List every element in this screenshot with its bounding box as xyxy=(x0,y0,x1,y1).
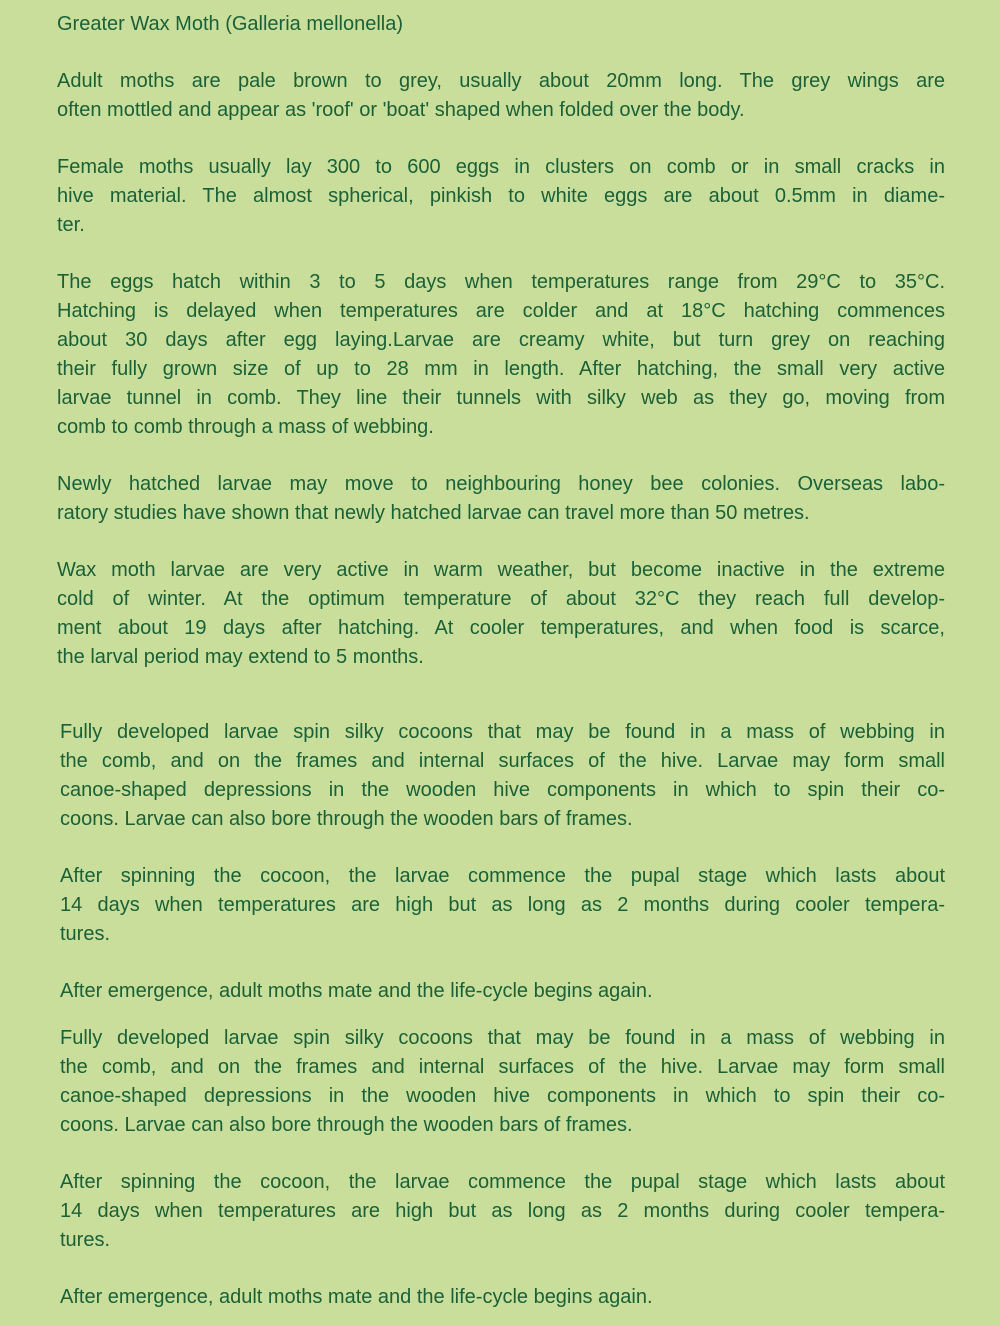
document-body xyxy=(57,10,945,1312)
text-line: The eggs hatch within 3 to 5 days when temperatures range from 29°C to 35°C. xyxy=(57,271,945,293)
text-line: canoe-shaped depressions in the wooden hive components in which to spin their co- xyxy=(60,779,945,801)
text-line: ratory studies have shown that newly hatched larvae can travel more than 50 metres. xyxy=(57,502,810,524)
text-line: hive material. The almost spherical, pinkish to white eggs are about 0.5mm in diame- xyxy=(57,185,945,207)
text-line: After spinning the cocoon, the larvae commence the pupal stage which lasts about xyxy=(60,1171,945,1193)
paragraph-cocoons-1 xyxy=(57,718,945,834)
text-line: the comb, and on the frames and internal surfaces of the hive. Larvae may form small xyxy=(60,1056,945,1078)
text-line: ter. xyxy=(57,214,85,236)
text-line: coons. Larvae can also bore through the wooden bars of frames. xyxy=(60,1114,633,1136)
text-line: After emergence, adult moths mate and the life-cycle begins again. xyxy=(60,980,653,1002)
text-line: Wax moth larvae are very active in warm weather, but become inactive in the extreme xyxy=(57,559,945,581)
text-line: After emergence, adult moths mate and the life-cycle begins again. xyxy=(60,1286,653,1308)
paragraph-female-moths xyxy=(57,153,945,240)
text-line: tures. xyxy=(60,923,111,945)
text-line: often mottled and appear as 'roof' or 'boat' shaped when folded over the body. xyxy=(57,99,745,121)
paragraph-warm-weather xyxy=(57,556,945,672)
text-line: larvae tunnel in comb. They line their tunnels with silky web as they go, moving from xyxy=(57,387,945,409)
text-line: Female moths usually lay 300 to 600 eggs in clusters on comb or in small cracks in xyxy=(57,156,945,178)
text-line: Fully developed larvae spin silky cocoons that may be found in a mass of webbing in xyxy=(60,1027,945,1049)
text-line: Hatching is delayed when temperatures are colder and at 18°C hatching commences xyxy=(57,300,945,322)
text-line: comb to comb through a mass of webbing. xyxy=(57,416,434,438)
text-line: the larval period may extend to 5 months. xyxy=(57,646,424,668)
text-line: about 30 days after egg laying.Larvae are creamy white, but turn grey on reaching xyxy=(57,329,945,351)
text-line: coons. Larvae can also bore through the wooden bars of frames. xyxy=(60,808,633,830)
paragraph-emergence-2 xyxy=(57,1283,945,1312)
paragraph-adult-moths xyxy=(57,67,945,125)
paragraph-emergence-1 xyxy=(57,977,945,1006)
text-line: Fully developed larvae spin silky cocoons that may be found in a mass of webbing in xyxy=(60,721,945,743)
text-line: tures. xyxy=(60,1229,111,1251)
paragraph-newly-hatched xyxy=(57,470,945,528)
paragraph-eggs-hatch xyxy=(57,268,945,442)
text-line: cold of winter. At the optimum temperature of about 32°C they reach full develop- xyxy=(57,588,945,610)
page-title: Greater Wax Moth (Galleria mellonella) xyxy=(57,13,404,35)
paragraph-cocoons-2 xyxy=(57,1024,945,1140)
text-line: the comb, and on the frames and internal surfaces of the hive. Larvae may form small xyxy=(60,750,945,772)
text-line: After spinning the cocoon, the larvae commence the pupal stage which lasts about xyxy=(60,865,945,887)
text-line: Newly hatched larvae may move to neighbouring honey bee colonies. Overseas labo- xyxy=(57,473,945,495)
text-line: 14 days when temperatures are high but as long as 2 months during cooler tempera- xyxy=(60,894,945,916)
paragraph-pupal-stage-2 xyxy=(57,1168,945,1255)
text-line: ment about 19 days after hatching. At cooler temperatures, and when food is scarce, xyxy=(57,617,945,639)
text-line: their fully grown size of up to 28 mm in length. After hatching, the small very active xyxy=(57,358,945,380)
text-line: 14 days when temperatures are high but as long as 2 months during cooler tempera- xyxy=(60,1200,945,1222)
paragraph-pupal-stage-1 xyxy=(57,862,945,949)
text-line: Adult moths are pale brown to grey, usually about 20mm long. The grey wings are xyxy=(57,70,945,92)
text-line: canoe-shaped depressions in the wooden hive components in which to spin their co- xyxy=(60,1085,945,1107)
